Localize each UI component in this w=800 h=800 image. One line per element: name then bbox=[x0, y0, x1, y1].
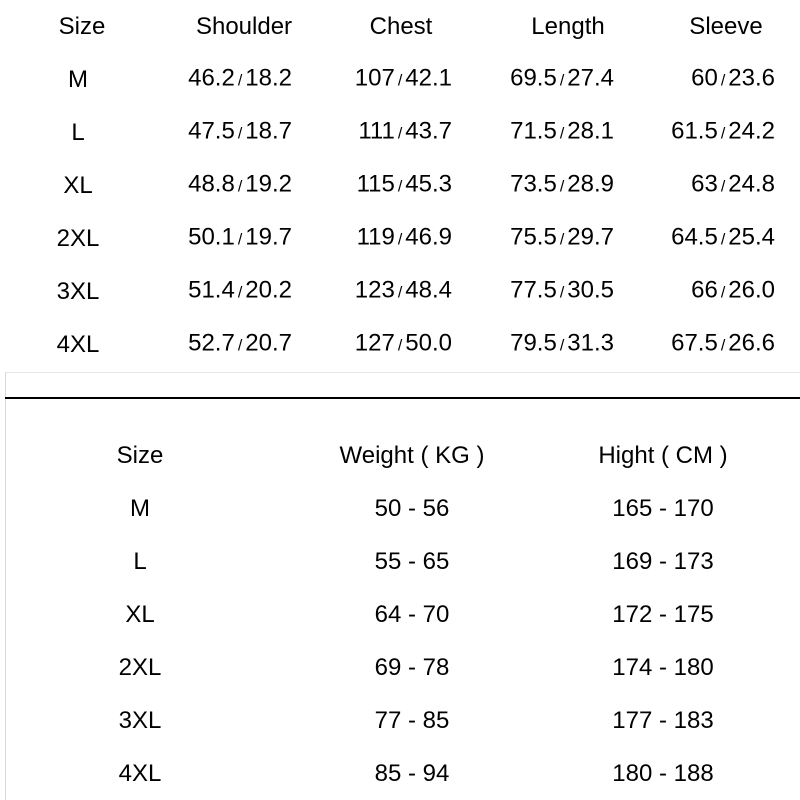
sleeve-value-cm: 64.5 bbox=[671, 223, 718, 251]
header-size: Size bbox=[58, 13, 106, 40]
shoulder-value-cm: 50.1 bbox=[188, 223, 235, 251]
sleeve-value-inch: 25.4 bbox=[728, 223, 775, 251]
chest-value bbox=[355, 330, 452, 361]
shoulder-value-inch: 19.2 bbox=[245, 170, 292, 198]
panel-border bbox=[5, 372, 800, 800]
sleeve-value-inch: 26.0 bbox=[728, 276, 775, 304]
value-separator: / bbox=[397, 337, 403, 355]
value-separator: / bbox=[237, 72, 243, 90]
value-separator: / bbox=[720, 284, 726, 302]
length-value-cm: 77.5 bbox=[510, 276, 557, 304]
sleeve-value-inch: 23.6 bbox=[728, 64, 775, 92]
size-label: 3XL bbox=[56, 278, 100, 305]
weight-range: 50 - 56 bbox=[374, 495, 450, 522]
length-value bbox=[510, 277, 614, 308]
value-separator: / bbox=[237, 284, 243, 302]
chest-value-cm: 111 bbox=[358, 117, 395, 145]
weight-range: 64 - 70 bbox=[374, 601, 450, 628]
length-value bbox=[510, 118, 614, 149]
length-value-inch: 29.7 bbox=[567, 223, 614, 251]
header-chest: Chest bbox=[369, 13, 433, 40]
value-separator: / bbox=[397, 72, 403, 90]
chest-value-cm: 115 bbox=[356, 170, 395, 198]
value-separator: / bbox=[559, 178, 565, 196]
weight-range: 77 - 85 bbox=[374, 707, 450, 734]
value-separator: / bbox=[397, 231, 403, 249]
chest-value-inch: 48.4 bbox=[405, 276, 452, 304]
shoulder-value bbox=[188, 118, 292, 149]
header-weight: Weight ( KG ) bbox=[339, 442, 485, 469]
shoulder-value-inch: 19.7 bbox=[245, 223, 292, 251]
chest-value-cm: 119 bbox=[356, 223, 395, 251]
shoulder-value-inch: 20.2 bbox=[245, 276, 292, 304]
height-range: 165 - 170 bbox=[612, 495, 714, 522]
height-range: 172 - 175 bbox=[612, 601, 714, 628]
chest-value bbox=[355, 277, 452, 308]
value-separator: / bbox=[720, 337, 726, 355]
shoulder-value-inch: 18.2 bbox=[245, 64, 292, 92]
size-label: 2XL bbox=[118, 654, 162, 681]
chest-value-cm: 123 bbox=[354, 276, 395, 304]
size-label: 2XL bbox=[56, 225, 100, 252]
value-separator: / bbox=[720, 178, 726, 196]
value-separator: / bbox=[559, 125, 565, 143]
chest-value-inch: 45.3 bbox=[405, 170, 452, 198]
length-value-inch: 28.9 bbox=[567, 170, 614, 198]
chest-value bbox=[357, 171, 452, 202]
sleeve-value-cm: 67.5 bbox=[671, 329, 718, 357]
chest-value-inch: 50.0 bbox=[405, 329, 452, 357]
weight-range: 69 - 78 bbox=[374, 654, 450, 681]
size-label: 4XL bbox=[118, 760, 162, 787]
length-value-cm: 79.5 bbox=[510, 329, 557, 357]
sleeve-value bbox=[691, 65, 775, 96]
value-separator: / bbox=[397, 178, 403, 196]
length-value bbox=[510, 171, 614, 202]
shoulder-value bbox=[188, 65, 292, 96]
shoulder-value-cm: 52.7 bbox=[188, 329, 235, 357]
sleeve-value-inch: 24.2 bbox=[728, 117, 775, 145]
value-separator: / bbox=[559, 72, 565, 90]
length-value bbox=[510, 65, 614, 96]
shoulder-value bbox=[188, 224, 292, 255]
value-separator: / bbox=[237, 337, 243, 355]
shoulder-value bbox=[188, 277, 292, 308]
size-label: L bbox=[71, 119, 85, 146]
header-sleeve: Sleeve bbox=[689, 13, 763, 40]
size-label: XL bbox=[125, 601, 155, 628]
sleeve-value-inch: 24.8 bbox=[728, 170, 775, 198]
length-value-inch: 30.5 bbox=[567, 276, 614, 304]
weight-range: 85 - 94 bbox=[374, 760, 450, 787]
value-separator: / bbox=[720, 125, 726, 143]
value-separator: / bbox=[559, 231, 565, 249]
value-separator: / bbox=[559, 284, 565, 302]
chest-value-inch: 46.9 bbox=[405, 223, 452, 251]
shoulder-value-inch: 20.7 bbox=[245, 329, 292, 357]
length-value bbox=[510, 224, 614, 255]
size-label: L bbox=[133, 548, 147, 575]
chest-value bbox=[358, 118, 452, 149]
table-divider bbox=[5, 397, 800, 399]
value-separator: / bbox=[720, 72, 726, 90]
sleeve-value-cm: 60 bbox=[691, 64, 718, 92]
shoulder-value-inch: 18.7 bbox=[245, 117, 292, 145]
chest-value-inch: 42.1 bbox=[405, 64, 452, 92]
header-height: Hight ( CM ) bbox=[598, 442, 728, 469]
height-range: 174 - 180 bbox=[612, 654, 714, 681]
chest-value bbox=[355, 65, 452, 96]
chest-value-cm: 107 bbox=[354, 64, 395, 92]
value-separator: / bbox=[237, 125, 243, 143]
shoulder-value bbox=[188, 171, 292, 202]
sleeve-value bbox=[671, 330, 775, 361]
shoulder-value-cm: 51.4 bbox=[188, 276, 235, 304]
length-value-cm: 71.5 bbox=[510, 117, 557, 145]
header-shoulder: Shoulder bbox=[195, 13, 293, 40]
header-length: Length bbox=[531, 13, 605, 40]
length-value-cm: 69.5 bbox=[510, 64, 557, 92]
height-range: 169 - 173 bbox=[612, 548, 714, 575]
chest-value-cm: 127 bbox=[354, 329, 395, 357]
sleeve-value-cm: 66 bbox=[691, 276, 718, 304]
sleeve-value-inch: 26.6 bbox=[728, 329, 775, 357]
value-separator: / bbox=[397, 284, 403, 302]
weight-range: 55 - 65 bbox=[374, 548, 450, 575]
size-label: 3XL bbox=[118, 707, 162, 734]
sleeve-value bbox=[691, 171, 775, 202]
shoulder-value bbox=[188, 330, 292, 361]
header-size: Size bbox=[116, 442, 164, 469]
size-label: M bbox=[130, 495, 150, 522]
height-range: 180 - 188 bbox=[612, 760, 714, 787]
value-separator: / bbox=[237, 231, 243, 249]
value-separator: / bbox=[559, 337, 565, 355]
value-separator: / bbox=[397, 125, 403, 143]
length-value-inch: 28.1 bbox=[567, 117, 614, 145]
sleeve-value-cm: 61.5 bbox=[671, 117, 718, 145]
length-value-cm: 73.5 bbox=[510, 170, 557, 198]
size-label: 4XL bbox=[56, 331, 100, 358]
shoulder-value-cm: 46.2 bbox=[188, 64, 235, 92]
length-value-inch: 31.3 bbox=[567, 329, 614, 357]
shoulder-value-cm: 47.5 bbox=[188, 117, 235, 145]
sleeve-value-cm: 63 bbox=[691, 170, 718, 198]
sleeve-value bbox=[671, 118, 775, 149]
sleeve-value bbox=[691, 277, 775, 308]
value-separator: / bbox=[720, 231, 726, 249]
value-separator: / bbox=[237, 178, 243, 196]
length-value-cm: 75.5 bbox=[510, 223, 557, 251]
sleeve-value bbox=[671, 224, 775, 255]
size-label: M bbox=[68, 66, 88, 93]
height-range: 177 - 183 bbox=[612, 707, 714, 734]
chest-value-inch: 43.7 bbox=[405, 117, 452, 145]
length-value bbox=[510, 330, 614, 361]
shoulder-value-cm: 48.8 bbox=[188, 170, 235, 198]
size-label: XL bbox=[63, 172, 93, 199]
length-value-inch: 27.4 bbox=[567, 64, 614, 92]
chest-value bbox=[357, 224, 452, 255]
